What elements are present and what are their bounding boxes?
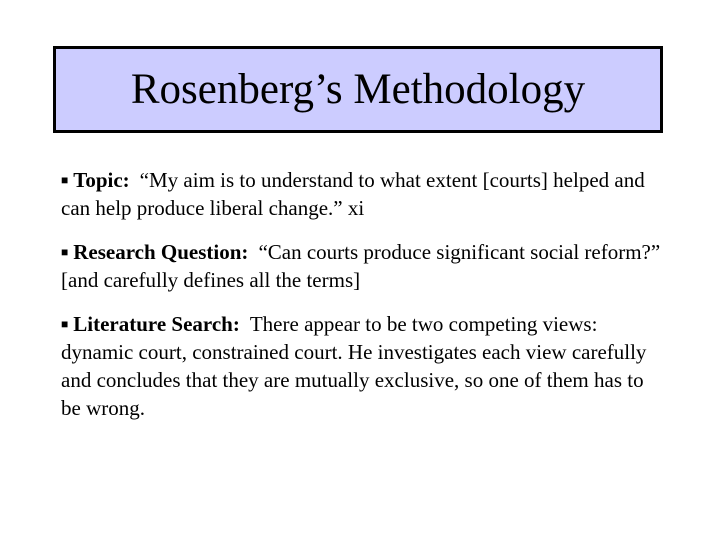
bullet-label: Research Question: <box>73 240 249 264</box>
slide-title: Rosenberg’s Methodology <box>130 66 586 113</box>
bullet-text: There appear to be two competing views: dynamic court, constrained court. He investigates each view carefully and concludes that they are mutually exclusive, so one of them has to be wrong. <box>61 312 647 420</box>
bullet-literature-search <box>61 310 661 422</box>
square-bullet-icon: ■ <box>61 317 69 331</box>
square-bullet-icon: ■ <box>61 173 69 187</box>
square-bullet-icon: ■ <box>61 245 69 259</box>
bullet-research-question <box>61 238 661 294</box>
bullet-label: Topic: <box>73 168 130 192</box>
bullet-label: Literature Search: <box>73 312 240 336</box>
bullet-text: “Can courts produce significant social reform?” [and carefully defines all the terms] <box>61 240 661 292</box>
bullet-text: “My aim is to understand to what extent [courts] helped and can help produce liberal change.” xi <box>61 168 645 220</box>
bullet-list <box>61 166 661 438</box>
bullet-topic <box>61 166 661 222</box>
title-box <box>53 46 663 133</box>
